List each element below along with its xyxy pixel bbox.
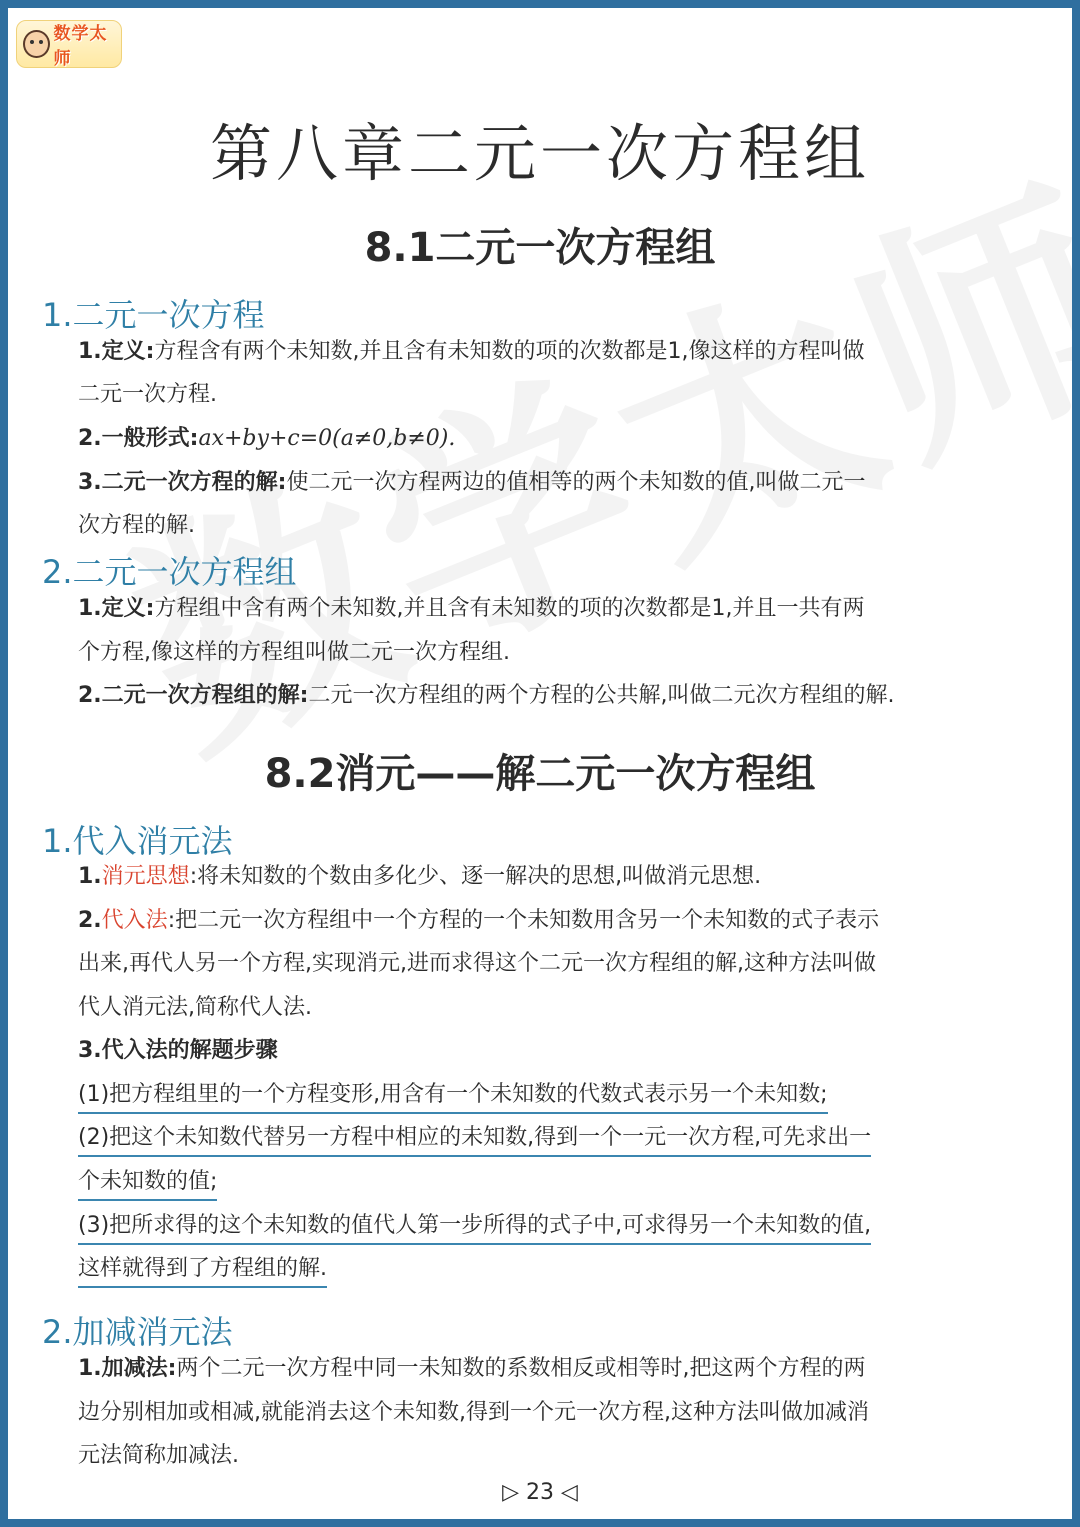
addition-method-label: 1.加减法: [78, 1356, 177, 1381]
addition-method-text: 两个二元一次方程中同一未知数的系数相反或相等时,把这两个方程的两 [176, 1356, 866, 1381]
definition-label: 1.定义: [78, 339, 155, 364]
substitution-steps-label: 3.代入法的解题步骤 [78, 1038, 278, 1063]
step-2-cont [78, 1167, 217, 1201]
chapter-title: 第八章二元一次方程组 [209, 117, 870, 190]
solution-text: 使二元一次方程两边的值相等的两个未知数的值,叫做二元一 [286, 470, 866, 495]
item-number: 2. [78, 908, 102, 933]
section-8-2-heading: 8.2消元——解二元一次方程组 [264, 751, 816, 797]
solution-text-cont: 次方程的解. [78, 513, 195, 538]
elimination-idea-line [78, 862, 761, 892]
general-form-formula: ax+by+c=0(a≠0,b≠0). [198, 426, 456, 451]
substitution-text-cont2: 代人消元法,简称代人法. [78, 995, 312, 1020]
system-definition-text: 方程组中含有两个未知数,并且含有未知数的项的次数都是1,并且一共有两 [154, 596, 865, 621]
substitution-label: 代入法 [101, 908, 168, 933]
logo-text: 数学太师 [53, 24, 108, 69]
step-3-text: (3)把所求得的这个未知数的值代人第一步所得的式子中,可求得另一个未知数的值, [78, 1211, 871, 1245]
system-definition-cont: 个方程,像这样的方程组叫做二元一次方程组. [78, 640, 510, 665]
solution-label: 3.二元一次方程的解: [78, 470, 287, 495]
step-2 [78, 1123, 871, 1157]
elimination-idea-label: 消元思想 [101, 864, 190, 889]
step-3 [78, 1211, 871, 1245]
step-1 [78, 1080, 828, 1114]
cartoon-face-icon [23, 30, 50, 58]
substitution-text-cont: 出来,再代人另一个方程,实现消元,进而求得这个二元一次方程组的解,这种方法叫做 [78, 951, 876, 976]
system-solution-text: 二元一次方程组的两个方程的公共解,叫做二元次方程组的解. [308, 683, 895, 708]
section-8-1-heading: 8.1二元一次方程组 [364, 225, 716, 271]
solution-line [78, 468, 865, 498]
system-solution-label: 2.二元一次方程组的解: [78, 683, 309, 708]
step-3-text-cont: 这样就得到了方程组的解. [78, 1254, 327, 1288]
subsection-equation-system-heading: 2.二元一次方程组 [42, 553, 297, 591]
addition-method-cont2: 元法简称加减法. [78, 1443, 239, 1468]
definition-text: 方程含有两个未知数,并且含有未知数的项的次数都是1,像这样的方程叫做 [154, 339, 865, 364]
definition-line [78, 337, 864, 367]
substitution-text: :把二元一次方程组中一个方程的一个未知数用含另一个未知数的式子表示 [167, 908, 880, 933]
brand-logo [16, 20, 122, 68]
general-form-line [78, 424, 455, 454]
subsection-linear-equation-heading: 1.二元一次方程 [42, 296, 265, 334]
subsection-substitution-heading: 1.代入消元法 [42, 822, 233, 860]
definition-text-cont: 二元一次方程. [78, 382, 217, 407]
general-form-label: 2.一般形式: [78, 426, 199, 451]
subsection-addition-elimination-heading: 2.加减消元法 [42, 1313, 233, 1351]
step-2-text-cont: 个未知数的值; [78, 1167, 217, 1201]
addition-method-line [78, 1354, 865, 1384]
step-3-cont [78, 1254, 327, 1288]
addition-method-cont: 边分别相加或相减,就能消去这个未知数,得到一个元一次方程,这种方法叫做加减消 [78, 1400, 869, 1425]
document-page [8, 8, 1072, 1519]
substitution-line [78, 906, 879, 936]
item-number: 1. [78, 864, 102, 889]
step-2-text: (2)把这个未知数代替另一方程中相应的未知数,得到一个一元一次方程,可先求出一 [78, 1123, 871, 1157]
step-1-text: (1)把方程组里的一个方程变形,用含有一个未知数的代数式表示另一个未知数; [78, 1080, 828, 1114]
system-solution-line [78, 681, 894, 711]
elimination-idea-text: :将未知数的个数由多化少、逐一解决的思想,叫做消元思想. [189, 864, 762, 889]
page-number: ▷ 23 ◁ [502, 1480, 578, 1505]
system-definition-line [78, 594, 864, 624]
system-definition-label: 1.定义: [78, 596, 155, 621]
